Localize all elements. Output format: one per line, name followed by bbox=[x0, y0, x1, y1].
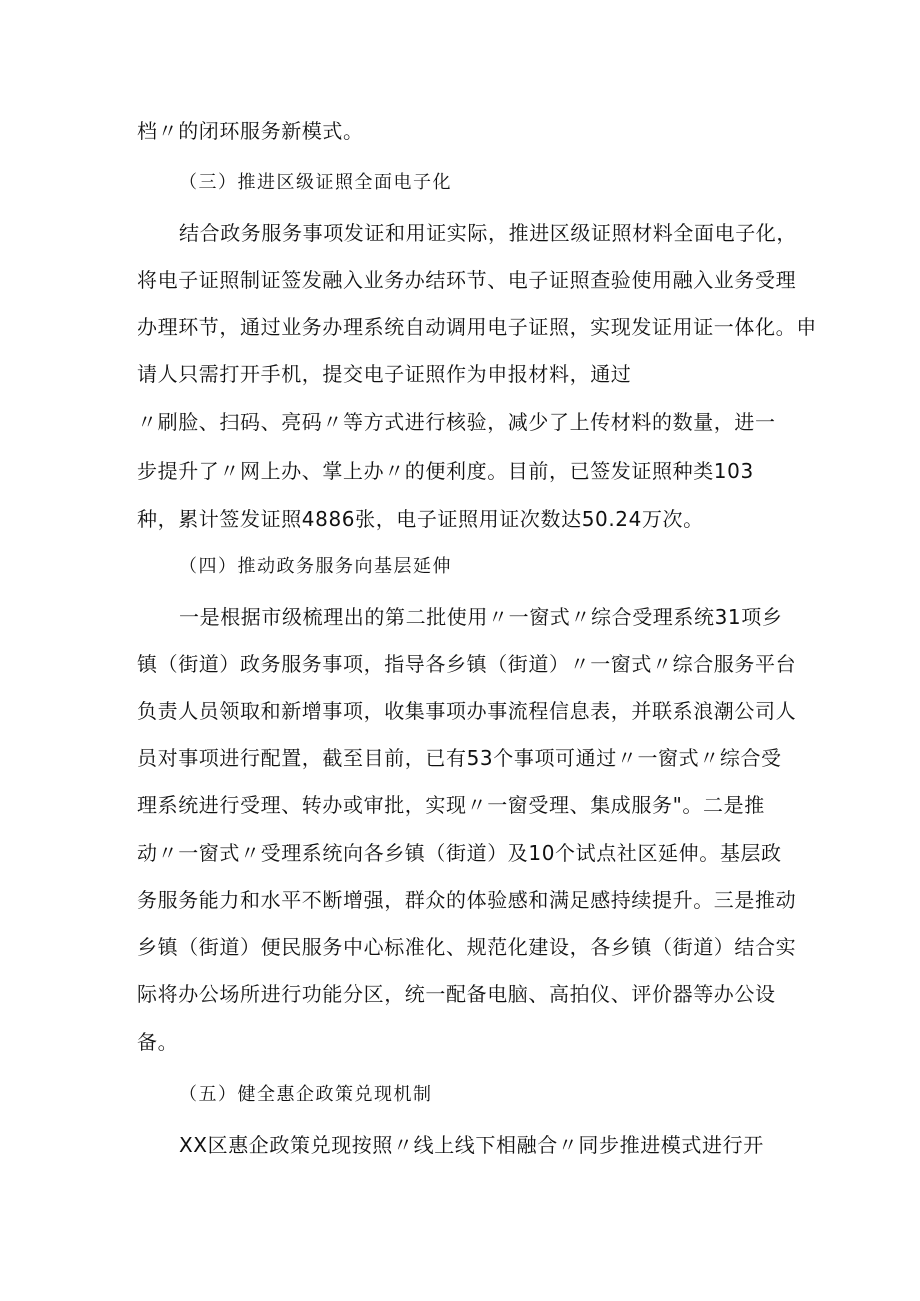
paragraph-line: 负责人员领取和新增事项，收集事项办事流程信息表，并联系浪潮公司人 bbox=[137, 699, 797, 723]
paragraph-line: 动〃一窗式〃受理系统向各乡镇（街道）及10个试点社区延伸。基层政 bbox=[137, 841, 782, 865]
paragraph-line: 步提升了〃网上办、掌上办〃的便利度。目前，已签发证照种类103 bbox=[137, 459, 754, 483]
section-heading: （四）推动政务服务向基层延伸 bbox=[179, 556, 452, 577]
paragraph-line: 乡镇（街道）便民服务中心标准化、规范化建设，各乡镇（街道）结合实 bbox=[137, 935, 797, 959]
paragraph-line: 员对事项进行配置，截至目前，已有53个事项可通过〃一窗式〃综合受 bbox=[137, 746, 782, 770]
paragraph-line: XX区惠企政策兑现按照〃线上线下相融合〃同步推进模式进行开 bbox=[179, 1133, 764, 1157]
paragraph-line: 将电子证照制证签发融入业务办结环节、电子证照查验使用融入业务受理 bbox=[137, 268, 797, 292]
paragraph-line: 种，累计签发证照4886张，电子证照用证次数达50.24万次。 bbox=[137, 507, 704, 531]
paragraph-line: 档〃的闭环服务新模式。 bbox=[137, 119, 364, 143]
paragraph-line: 备。 bbox=[137, 1030, 179, 1054]
paragraph-line: 理系统进行受理、转办或审批，实现〃一窗受理、集成服务"。二是推 bbox=[137, 793, 765, 817]
paragraph-line: 一是根据市级梳理出的第二批使用〃一窗式〃综合受理系统31项乡 bbox=[179, 605, 783, 629]
paragraph-line: 办理环节，通过业务办理系统自动调用电子证照，实现发证用证一体化。申 bbox=[137, 315, 817, 339]
paragraph-line: 务服务能力和水平不断增强，群众的体验感和满足感持续提升。三是推动 bbox=[137, 888, 797, 912]
section-heading: （五）健全惠企政策兑现机制 bbox=[179, 1084, 433, 1105]
paragraph-line: 镇（街道）政务服务事项，指导各乡镇（街道）〃一窗式〃综合服务平台 bbox=[137, 652, 797, 676]
paragraph-line: 结合政务服务事项发证和用证实际，推进区级证照材料全面电子化， bbox=[179, 221, 797, 245]
section-heading: （三）推进区级证照全面电子化 bbox=[179, 172, 452, 193]
paragraph-line: 际将办公场所进行功能分区，统一配备电脑、高拍仪、评价器等办公设 bbox=[137, 982, 776, 1006]
paragraph-line: 请人只需打开手机，提交电子证照作为申报材料，通过 bbox=[137, 362, 632, 386]
paragraph-line: 〃刷脸、扫码、亮码〃等方式进行核验，减少了上传材料的数量，进一 bbox=[137, 410, 776, 434]
